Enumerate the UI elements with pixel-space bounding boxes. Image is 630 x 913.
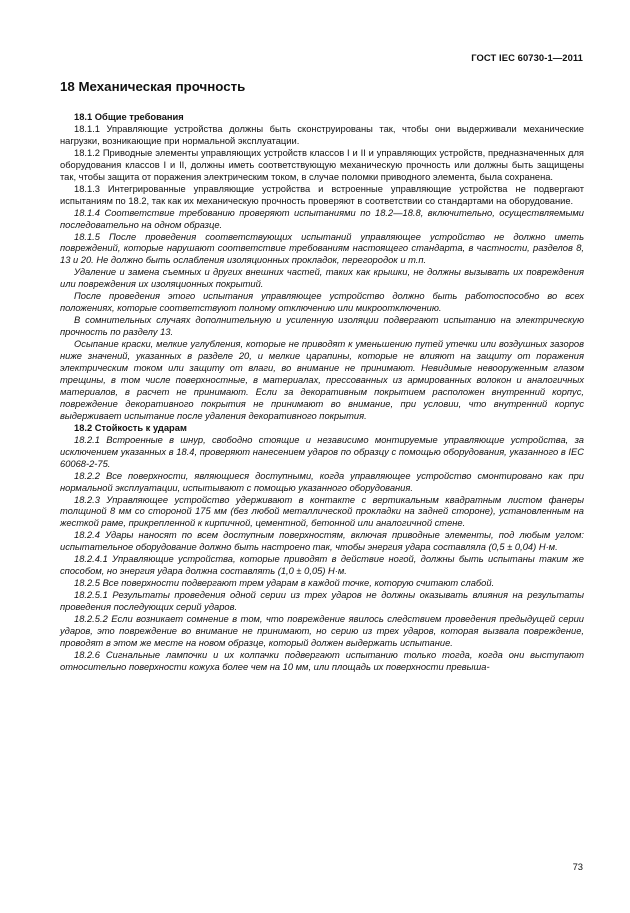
paragraph: В сомнительных случаях дополнительную и усиленную изоляции подвергают испытанию на электрическую прочность по разделу 13. bbox=[60, 315, 584, 338]
paragraph: 18.2.1 Встроенные в шнур, свободно стоящие и независимо монтируемые управляющие устройства, за исключением указанных в 18.4, проверяют нанесением ударов по образцу с помощью оборудования, указанного в IEC 60068-2-75. bbox=[60, 434, 584, 469]
paragraph: 18.2.5.2 Если возникает сомнение в том, что повреждение явилось следствием проведения предыдущей серии ударов, это повреждение во внимание не принимают, но серию из трех ударов, которая вызвала повреждение, проводят в этом же месте на новом образце, который должен выдержать испытание. bbox=[60, 614, 584, 648]
paragraph: 18.1.1 Управляющие устройства должны быть сконструированы так, чтобы они выдерживали механические нагрузки, возникающие при нормальной эксплуатации. bbox=[60, 123, 584, 146]
paragraph: 18.2.5 Все поверхности подвергают трем ударам в каждой точке, которую считают слабой. bbox=[74, 578, 495, 589]
paragraph: 18.2.6 Сигнальные лампочки и их колпачки подвергают испытанию только тогда, когда они выступают относительно поверхности кожуха более чем на 10 мм, или площадь их поверхности превыша- bbox=[60, 649, 584, 672]
paragraph: 18.2.3 Управляющее устройство удерживают в контакте с вертикальным квадратным листом фанеры толщиной 8 мм со стороной 175 мм (без любой металлической прокладки на задней стороне), установленным на жесткой раме, прикрепленной к кирпичной, цементной, бетонной или аналогичной стене. bbox=[60, 494, 584, 529]
paragraph: 18.1.4 Соответствие требованию проверяют испытаниями по 18.2—18.8, включительно, осуществляемыми последовательно на одном образце. bbox=[60, 207, 584, 230]
paragraph: 18.1.3 Интегрированные управляющие устройства и встроенные управляющие устройства не подвергают испытаниям по 18.2, так как их механическую прочность проверяют в соответствии со стандартами на оборудование. bbox=[60, 183, 584, 206]
subsection-heading: 18.2 Стойкость к ударам bbox=[74, 422, 187, 433]
paragraph: 18.2.2 Все поверхности, являющиеся доступными, когда управляющее устройство смонтировано как при нормальной эксплуатации, испытывают с помощью указанного оборудования. bbox=[60, 470, 584, 493]
subsection-heading: 18.1 Общие требования bbox=[74, 112, 184, 122]
paragraph: 18.1.5 После проведения соответствующих испытаний управляющее устройство не должно иметь повреждений, которые нарушают соответствие требованиям настоящего стандарта, в частности, разделов 8, 13 и 20. Не должно быть ослабления изоляционных прокладок, перегородок и т.п. bbox=[60, 231, 584, 266]
paragraph: 18.2.4 Удары наносят по всем доступным поверхностям, включая приводные элементы, под любым углом: испытательное оборудование должно быть настроено так, чтобы энергия удара составляла (0,5 ± 0,04) Н·м. bbox=[60, 530, 584, 553]
paragraph: Осыпание краски, мелкие углубления, которые не приводят к уменьшению путей утечки или воздушных зазоров ниже значений, указанных в разделе 20, и мелкие царапины, которые не влияют на защиту от поражения электрическим током или защиту от влаги, во внимание не принимают. Невидимые невооруженным глазом трещины, в том числе поверхностные, в материалах, прессованных из армированных волокон и аналогичных материалов, в расчет не принимают. Если за декоративным покрытием расположен внутренний корпус, повреждение декоративного покрытия не принимают во внимание, при условии, что внутренний корпус выдерживает испытание после удаления декоративного покрытия. bbox=[60, 339, 584, 421]
paragraph: После проведения этого испытания управляющее устройство должно быть работоспособно во всех положениях, которые соответствуют полному отключению или микроотключению. bbox=[60, 291, 584, 314]
paragraph: 18.1.2 Приводные элементы управляющих устройств классов I и II и управляющих устройств, предназначенных для оборудования классов I и II, должны иметь соответствующую механическую прочность или должны быть защищены так, чтобы защита от поражения электрическим током, в случае поломки приводного элемента, была сохранена. bbox=[60, 147, 584, 182]
section-title: 18 Механическая прочность bbox=[60, 79, 246, 94]
paragraph: 18.2.5.1 Результаты проведения одной серии из трех ударов не должны оказывать влияния на результаты проведения последующих серий ударов. bbox=[60, 590, 584, 613]
standard-header: ГОСТ IEC 60730-1—2011 bbox=[471, 52, 583, 63]
paragraph: 18.2.4.1 Управляющие устройства, которые приводят в действие ногой, должны быть испытаны таким же способом, но энергия удара должна составлять (1,0 ± 0,05) Н·м. bbox=[60, 554, 584, 577]
document-body bbox=[60, 112, 584, 674]
page-number: 73 bbox=[572, 861, 583, 872]
paragraph: Удаление и замена съемных и других внешних частей, таких как крышки, не должны вызывать их повреждения или повреждения их изоляционных покрытий. bbox=[60, 267, 584, 290]
